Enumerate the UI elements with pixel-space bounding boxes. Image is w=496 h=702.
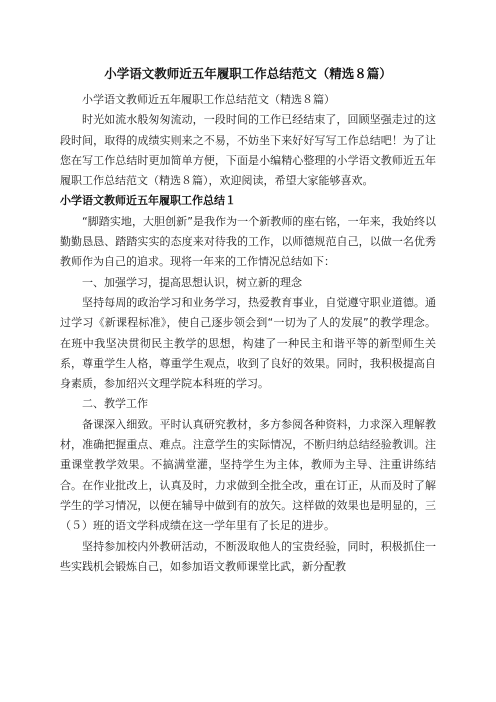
subheading-teaching: 二、教学工作	[82, 397, 148, 411]
body-paragraph-motto: “脚踏实地，大胆创新”是我作为一个新教师的座右铭，一年来，我始终以勤勤恳恳、踏踏实实的态度来对待我的工作，以师德规范自己，以做一名优秀教师作为自己的追求。现将一年来的工作情况总结如下：	[60, 214, 436, 269]
subheading-learning: 一、加强学习，提高思想认识，树立新的理念	[82, 275, 302, 289]
document-subtitle: 小学语文教师近五年履职工作总结范文（精选８篇）	[82, 93, 335, 106]
section-heading: 小学语文教师近五年履职工作总结１	[60, 194, 236, 208]
intro-paragraph: 时光如流水般匆匆流动，一段时间的工作已经结束了，回顾坚强走过的这段时间，取得的成绩实则来之不易，不妨坐下来好好写写工作总结吧！为了让您在写工作总结时更加简单方便，下面是小编精心整理的小学语文教师近五年履职工作总结范文（精选８篇），欢迎阅读，希望大家能够喜欢。	[60, 113, 436, 188]
body-paragraph-research: 坚持参加校内外教研活动，不断汲取他人的宝贵经验，同时，积极抓住一些实践机会锻炼自己，如参加语文教师课堂比武，新分配教	[60, 539, 436, 573]
document-title: 小学语文教师近五年履职工作总结范文（精选８篇）	[104, 66, 392, 81]
body-paragraph-learning: 坚持每周的政治学习和业务学习，热爱教育事业，自觉遵守职业道德。通过学习《新课程标准》，使自己逐步领会到“一切为了人的发展”的教学理念。在班中我坚决贯彻民主教学的思想，构建了一种民主和谐平等的新型师生关系，尊重学生人格，尊重学生观点，收到了良好的效果。同时，我积极提高自身素质，参加绍兴文理学院本科班的学习。	[60, 295, 436, 391]
body-paragraph-teaching: 备课深入细致。平时认真研究教材，多方参阅各种资料，力求深入理解教材，准确把握重点、难点。注意学生的实际情况，不断归纳总结经验教训。注重课堂教学效果。不搞满堂灌，坚持学生为主体，教师为主导、注重讲练结合。在作业批改上，认真及时，力求做到全批全改，重在订正，从而及时了解学生的学习情况，以便在辅导中做到有的放矢。这样做的效果也是明显的，三（５）班的语文学科成绩在这一学年里有了长足的进步。	[60, 417, 436, 533]
